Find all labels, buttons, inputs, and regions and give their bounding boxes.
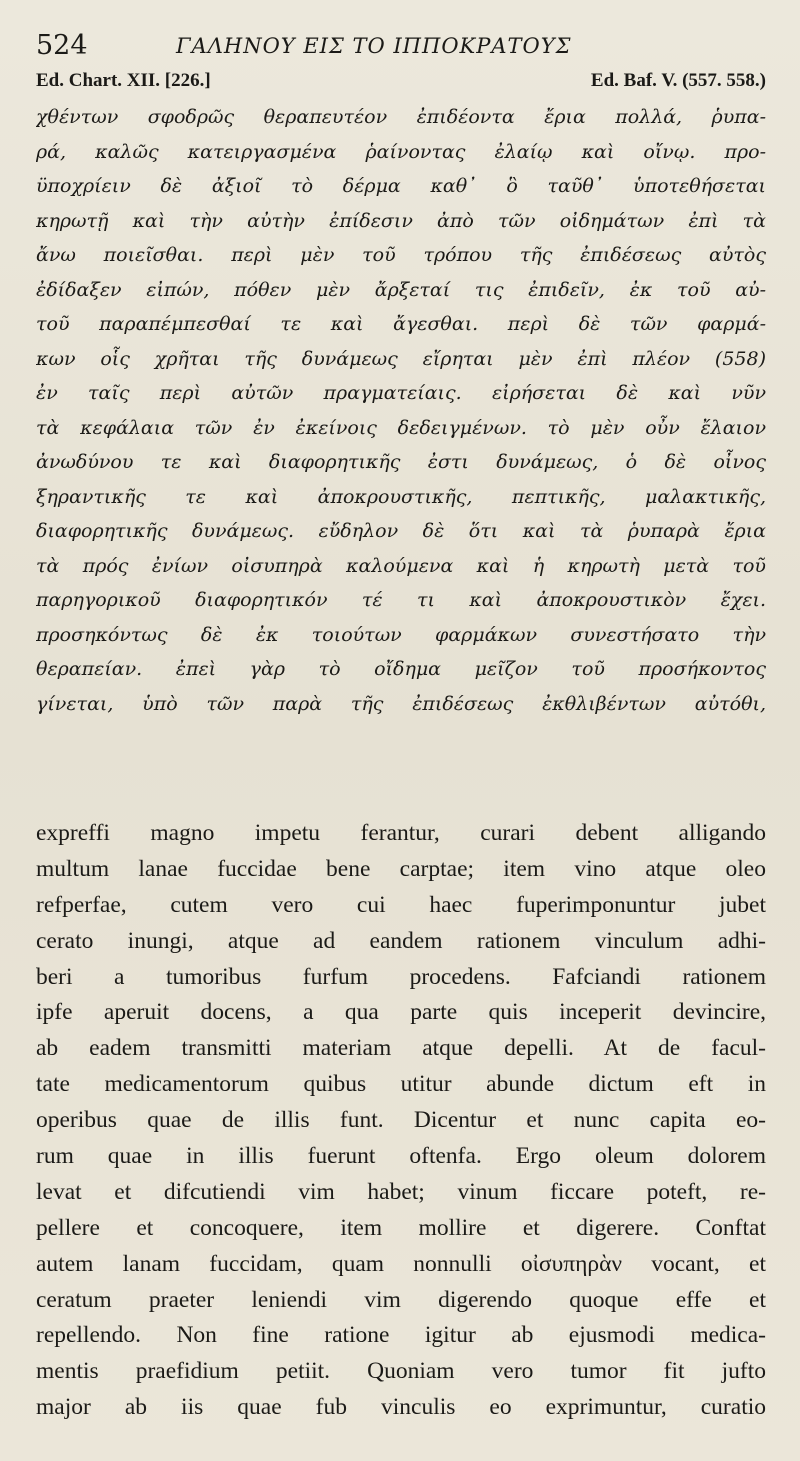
greek-line: ξηραντικῆς τε καὶ ἀποκρουστικῆς, πεπτικῆς, μαλακτικῆς, bbox=[36, 485, 766, 508]
latin-line: ab eadem transmitti materiam atque depelli. At de facul- bbox=[36, 1035, 766, 1062]
latin-line: autem lanam fuccidam, quam nonnulli οἰσυπηρὰν vocant, et bbox=[36, 1250, 766, 1277]
greek-line: χθέντων σφοδρῶς θεραπευτέον ἐπιδέοντα ἔρια πολλά, ῥυπα- bbox=[36, 106, 766, 128]
latin-text-block bbox=[36, 816, 766, 1426]
page-header bbox=[36, 30, 766, 70]
edition-reference-right: Ed. Baf. V. (557. 558.) bbox=[590, 70, 766, 91]
page-number: 524 bbox=[36, 30, 88, 61]
running-title: ΓΑΛΗΝΟΥ ΕΙΣ ΤΟ ΙΠΠΟΚΡΑΤΟΥΣ bbox=[176, 34, 572, 58]
greek-line: κων οἷς χρῆται τῆς δυνάμεως εἴρηται μὲν ἐπὶ πλέον (558) bbox=[36, 347, 766, 370]
latin-line: mentis praefidium petiit. Quoniam vero tumor fit jufto bbox=[36, 1358, 766, 1385]
greek-line: ἄνω ποιεῖσθαι. περὶ μὲν τοῦ τρόπου τῆς ἐπιδέσεως αὐτὸς bbox=[36, 244, 766, 266]
edition-references bbox=[36, 70, 766, 96]
greek-line: θεραπείαν. ἐπεὶ γὰρ τὸ οἴδημα μεῖζον τοῦ προσήκοντος bbox=[36, 658, 766, 680]
greek-line: ἐδίδαξεν εἰπών, πόθεν μὲν ἄρξεταί τις ἐπιδεῖν, ἐκ τοῦ αὐ- bbox=[36, 278, 766, 301]
greek-line: ϋποχρίειν δὲ ἀξιοῖ τὸ δέρμα καθ᾽ ὃ ταῦθ᾽ ὑποτεθήσεται bbox=[36, 175, 766, 197]
greek-line: παρηγορικοῦ διαφορητικόν τέ τι καὶ ἀποκρουστικὸν ἔχει. bbox=[36, 589, 766, 611]
latin-line: ceratum praeter leniendi vim digerendo quoque effe et bbox=[36, 1286, 766, 1313]
greek-line: τὰ κεφάλαια τῶν ἐν ἐκείνοις δεδειγμένων. τὸ μὲν οὖν ἔλαιον bbox=[36, 416, 766, 439]
greek-line: τοῦ παραπέμπεσθαί τε καὶ ἄγεσθαι. περὶ δὲ τῶν φαρμά- bbox=[36, 313, 766, 335]
latin-line: repellendo. Non fine ratione igitur ab ejusmodi medica- bbox=[36, 1322, 766, 1349]
latin-line: expreffi magno impetu ferantur, curari debent alligando bbox=[36, 820, 766, 846]
latin-line: major ab iis quae fub vinculis eo exprimuntur, curatio bbox=[36, 1394, 766, 1421]
latin-line: pellere et concoquere, item mollire et digerere. Conftat bbox=[36, 1214, 766, 1241]
latin-line: tate medicamentorum quibus utitur abunde dictum eft in bbox=[36, 1071, 766, 1098]
greek-line: προσηκόντως δὲ ἐκ τοιούτων φαρμάκων συνεστήσατο τὴν bbox=[36, 623, 766, 646]
greek-line: ρά, καλῶς κατειργασμένα ῥαίνοντας ἐλαίῳ καὶ οἴνῳ. προ- bbox=[36, 140, 766, 163]
latin-line: operibus quae de illis funt. Dicentur et nunc capita eo- bbox=[36, 1107, 766, 1134]
edition-reference-left: Ed. Chart. XII. [226.] bbox=[36, 70, 211, 91]
greek-line: κηρωτῇ καὶ τὴν αὐτὴν ἐπίδεσιν ἀπὸ τῶν οἰδημάτων ἐπὶ τὰ bbox=[36, 209, 766, 232]
latin-line: cerato inungi, atque ad eandem rationem vinculum adhi- bbox=[36, 927, 766, 954]
latin-line: refperfae, cutem vero cui haec fuperimponuntur jubet bbox=[36, 891, 766, 918]
latin-line: levat et difcutiendi vim habet; vinum ficcare poteft, re- bbox=[36, 1178, 766, 1205]
greek-line: διαφορητικῆς δυνάμεως. εὔδηλον δὲ ὅτι καὶ τὰ ῥυπαρὰ ἔρια bbox=[36, 520, 766, 542]
latin-line: multum lanae fuccidae bene carptae; item vino atque oleo bbox=[36, 855, 766, 882]
greek-line: τὰ πρός ἐνίων οἰσυπηρὰ καλούμενα καὶ ἡ κηρωτὴ μετὰ τοῦ bbox=[36, 554, 766, 577]
latin-line: rum quae in illis fuerunt oftenfa. Ergo oleum dolorem bbox=[36, 1143, 766, 1170]
latin-line: beri a tumoribus furfum procedens. Fafciandi rationem bbox=[36, 963, 766, 990]
greek-line: ἐν ταῖς περὶ αὐτῶν πραγματείαις. εἰρήσεται δὲ καὶ νῦν bbox=[36, 382, 766, 404]
greek-text-block bbox=[36, 100, 766, 721]
greek-line: γίνεται, ὑπὸ τῶν παρὰ τῆς ἐπιδέσεως ἐκθλιβέντων αὐτόθι, bbox=[36, 692, 766, 715]
latin-line: ipfe aperuit docens, a qua parte quis inceperit devincire, bbox=[36, 999, 766, 1026]
greek-line: ἀνωδύνου τε καὶ διαφορητικῆς ἐστι δυνάμεως, ὁ δὲ οἶνος bbox=[36, 451, 766, 473]
